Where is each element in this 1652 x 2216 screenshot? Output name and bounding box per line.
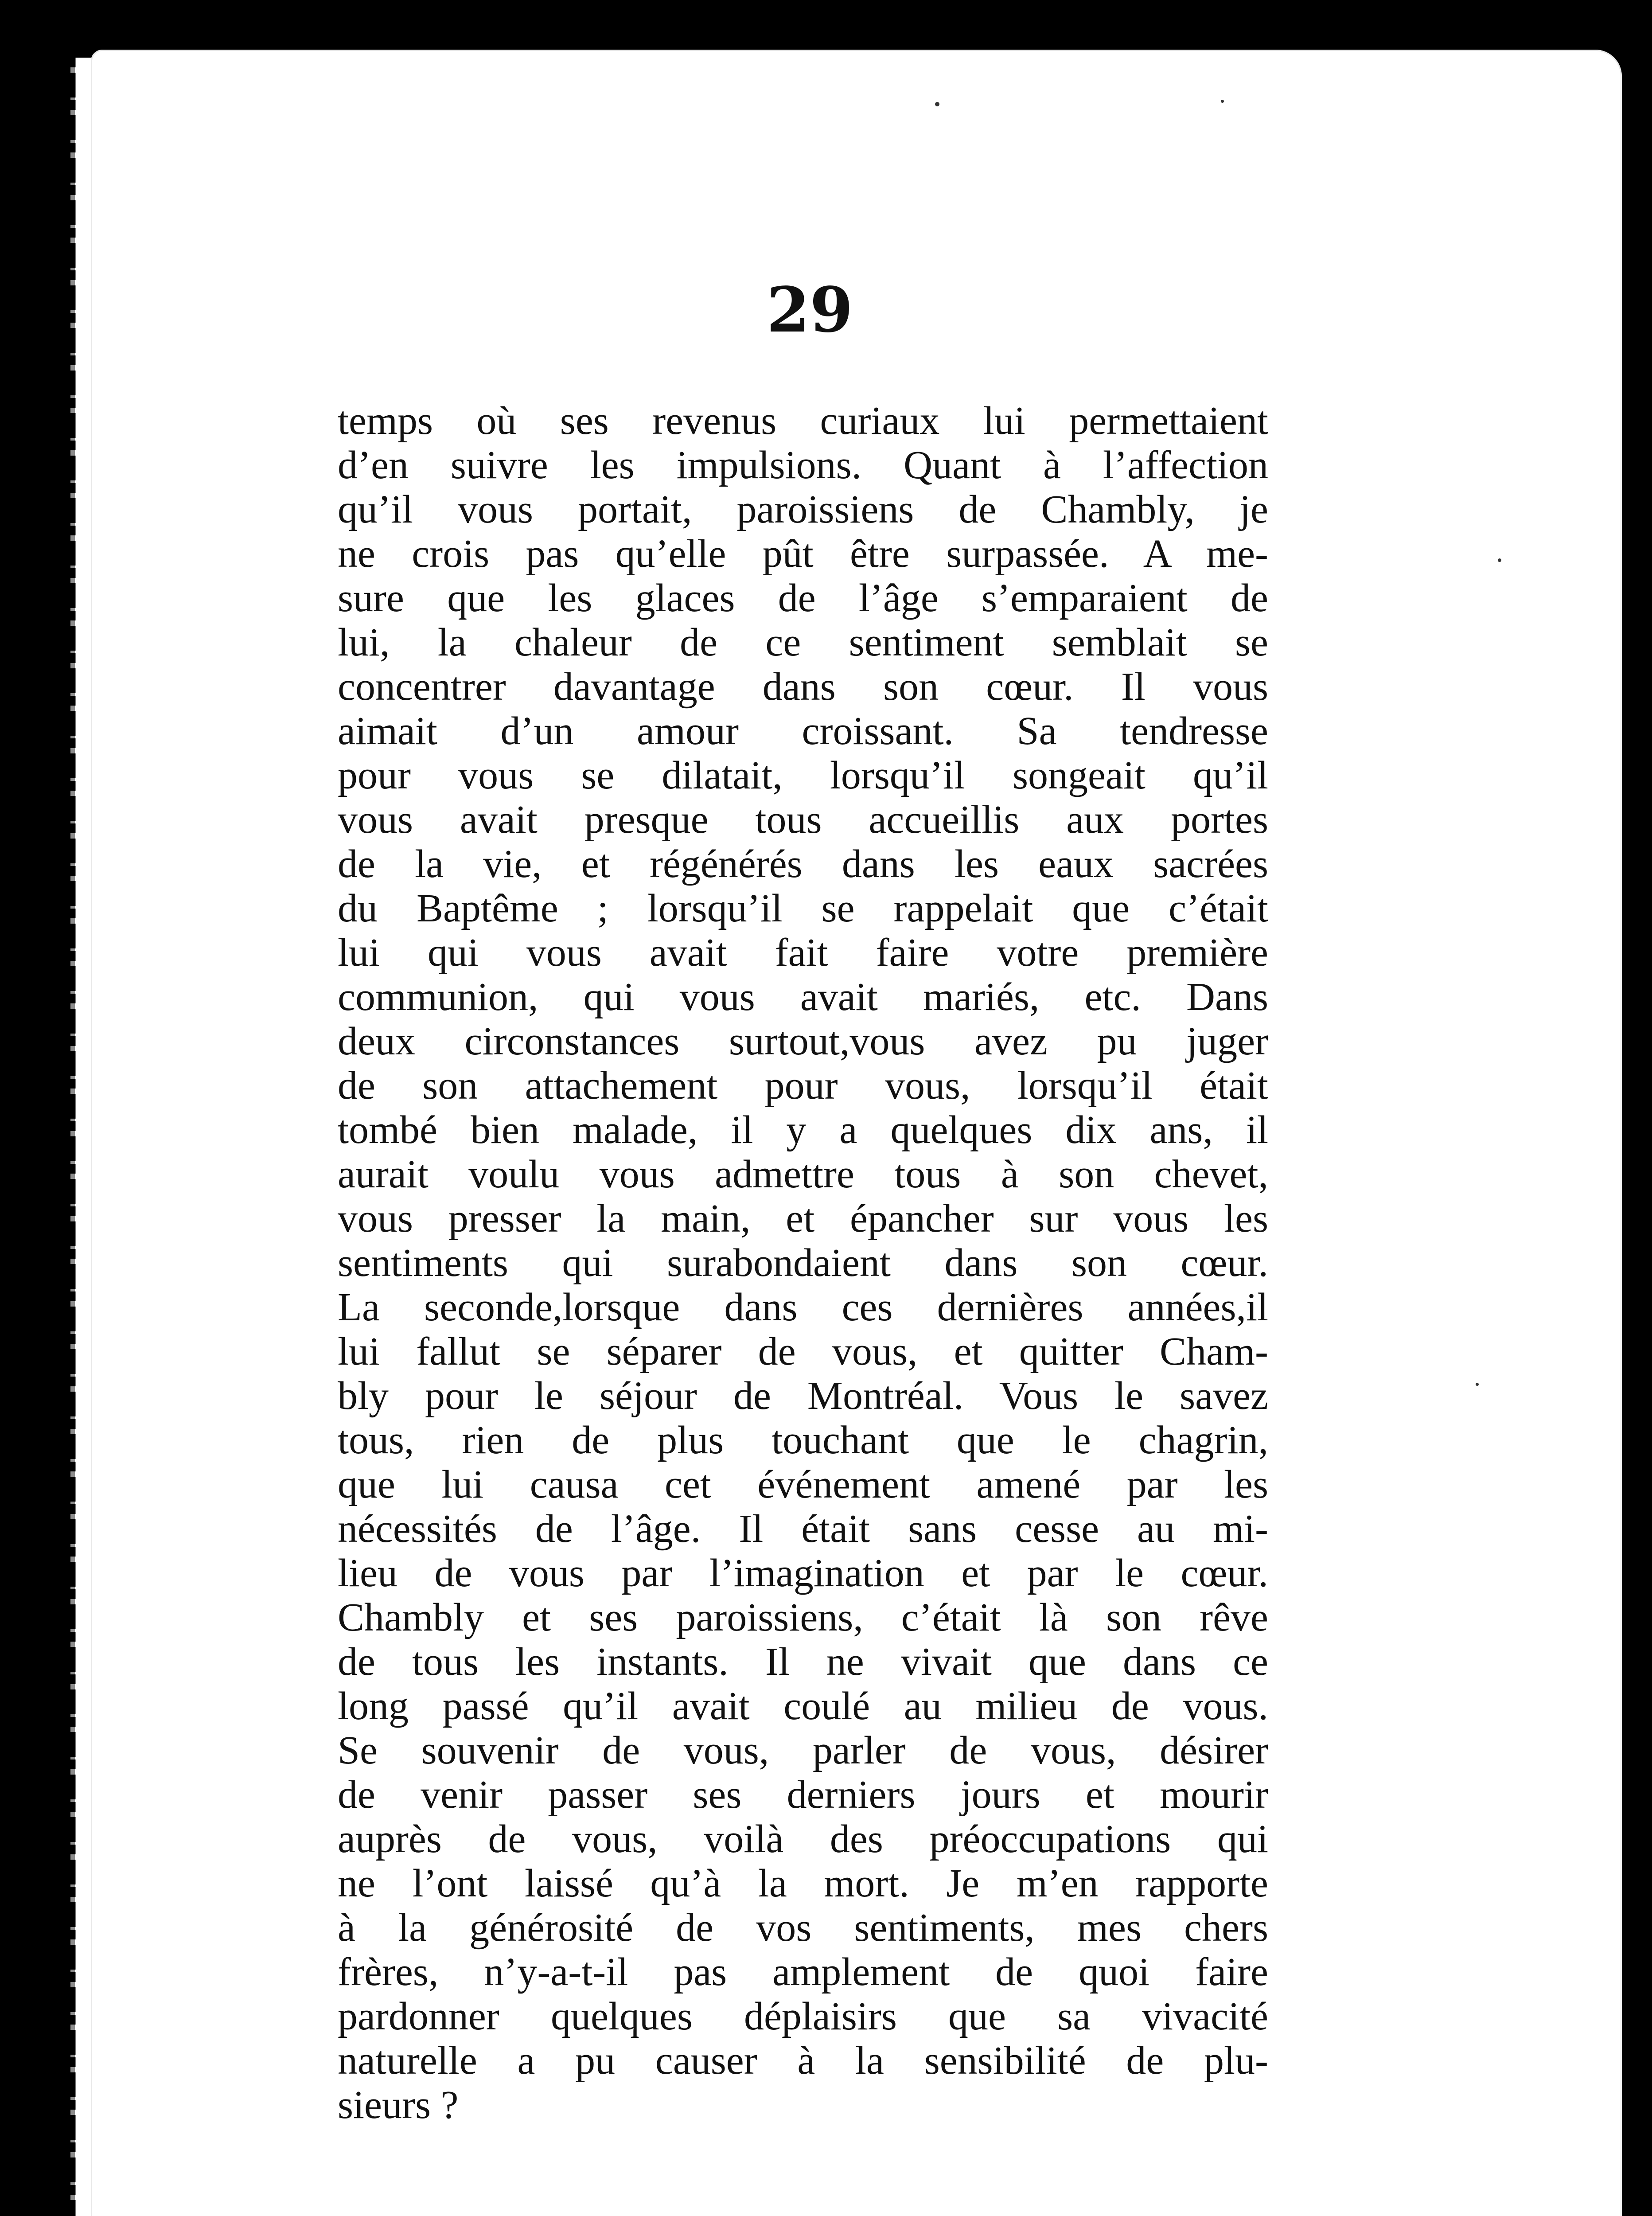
text-line: du Baptême ; lorsqu’il se rappelait que c’était: [338, 886, 1268, 930]
text-line: tombé bien malade, il y a quelques dix ans, il: [338, 1108, 1268, 1152]
text-line: pardonner quelques déplaisirs que sa vivacité: [338, 1994, 1268, 2038]
text-line: communion, qui vous avait mariés, etc. Dans: [338, 975, 1268, 1019]
text-line: aurait voulu vous admettre tous à son chevet,: [338, 1152, 1268, 1196]
text-line: de la vie, et régénérés dans les eaux sacrées: [338, 842, 1268, 886]
text-line: sieurs ?: [338, 2083, 459, 2127]
text-line: auprès de vous, voilà des préoccupations qui: [338, 1817, 1268, 1861]
text-line: vous avait presque tous accueillis aux portes: [338, 798, 1268, 842]
text-line: vous presser la main, et épancher sur vous les: [338, 1197, 1268, 1241]
text-line: ne crois pas qu’elle pût être surpassée. A me-: [338, 532, 1268, 576]
paper-speck: [1221, 100, 1224, 103]
text-line: La seconde,lorsque dans ces dernières années,il: [338, 1285, 1268, 1329]
text-line: pour vous se dilatait, lorsqu’il songeait qu’il: [338, 753, 1268, 797]
text-line: bly pour le séjour de Montréal. Vous le savez: [338, 1374, 1268, 1418]
text-line: de venir passer ses derniers jours et mourir: [338, 1773, 1268, 1817]
text-line: lieu de vous par l’imagination et par le cœur.: [338, 1551, 1268, 1595]
text-line: de son attachement pour vous, lorsqu’il était: [338, 1064, 1268, 1108]
page-number: 29: [767, 274, 853, 347]
text-line: aimait d’un amour croissant. Sa tendresse: [338, 709, 1268, 753]
text-line: lui qui vous avait fait faire votre première: [338, 931, 1268, 975]
text-line: qu’il vous portait, paroissiens de Chambly, je: [338, 488, 1268, 531]
text-line: tous, rien de plus touchant que le chagrin,: [338, 1418, 1268, 1462]
text-line: concentrer davantage dans son cœur. Il vous: [338, 665, 1268, 709]
text-line: lui, la chaleur de ce sentiment semblait se: [338, 620, 1268, 664]
text-line: ne l’ont laissé qu’à la mort. Je m’en rapporte: [338, 1861, 1268, 1905]
text-line: sentiments qui surabondaient dans son cœur.: [338, 1241, 1268, 1285]
paper-speck: [1476, 1383, 1479, 1386]
paper-speck: [1498, 558, 1501, 562]
paper-speck: [935, 102, 939, 106]
text-line: sure que les glaces de l’âge s’emparaient de: [338, 576, 1268, 620]
text-line: Se souvenir de vous, parler de vous, désirer: [338, 1728, 1268, 1772]
text-line: frères, n’y-a-t-il pas amplement de quoi faire: [338, 1950, 1268, 1994]
text-line: de tous les instants. Il ne vivait que dans ce: [338, 1640, 1268, 1684]
text-line: temps où ses revenus curiaux lui permettaient: [338, 399, 1268, 443]
text-line: d’en suivre les impulsions. Quant à l’affection: [338, 443, 1268, 487]
text-line: nécessités de l’âge. Il était sans cesse au mi-: [338, 1507, 1268, 1551]
text-line: à la générosité de vos sentiments, mes chers: [338, 1906, 1268, 1950]
text-line: deux circonstances surtout,vous avez pu juger: [338, 1019, 1268, 1063]
text-line: long passé qu’il avait coulé au milieu de vous.: [338, 1684, 1268, 1728]
text-line: lui fallut se séparer de vous, et quitter Cham-: [338, 1330, 1268, 1373]
text-line: Chambly et ses paroissiens, c’était là son rêve: [338, 1596, 1268, 1639]
page-body-text: [338, 399, 1268, 2127]
text-line: que lui causa cet événement amené par les: [338, 1463, 1268, 1506]
text-line: naturelle a pu causer à la sensibilité de plu-: [338, 2039, 1268, 2083]
